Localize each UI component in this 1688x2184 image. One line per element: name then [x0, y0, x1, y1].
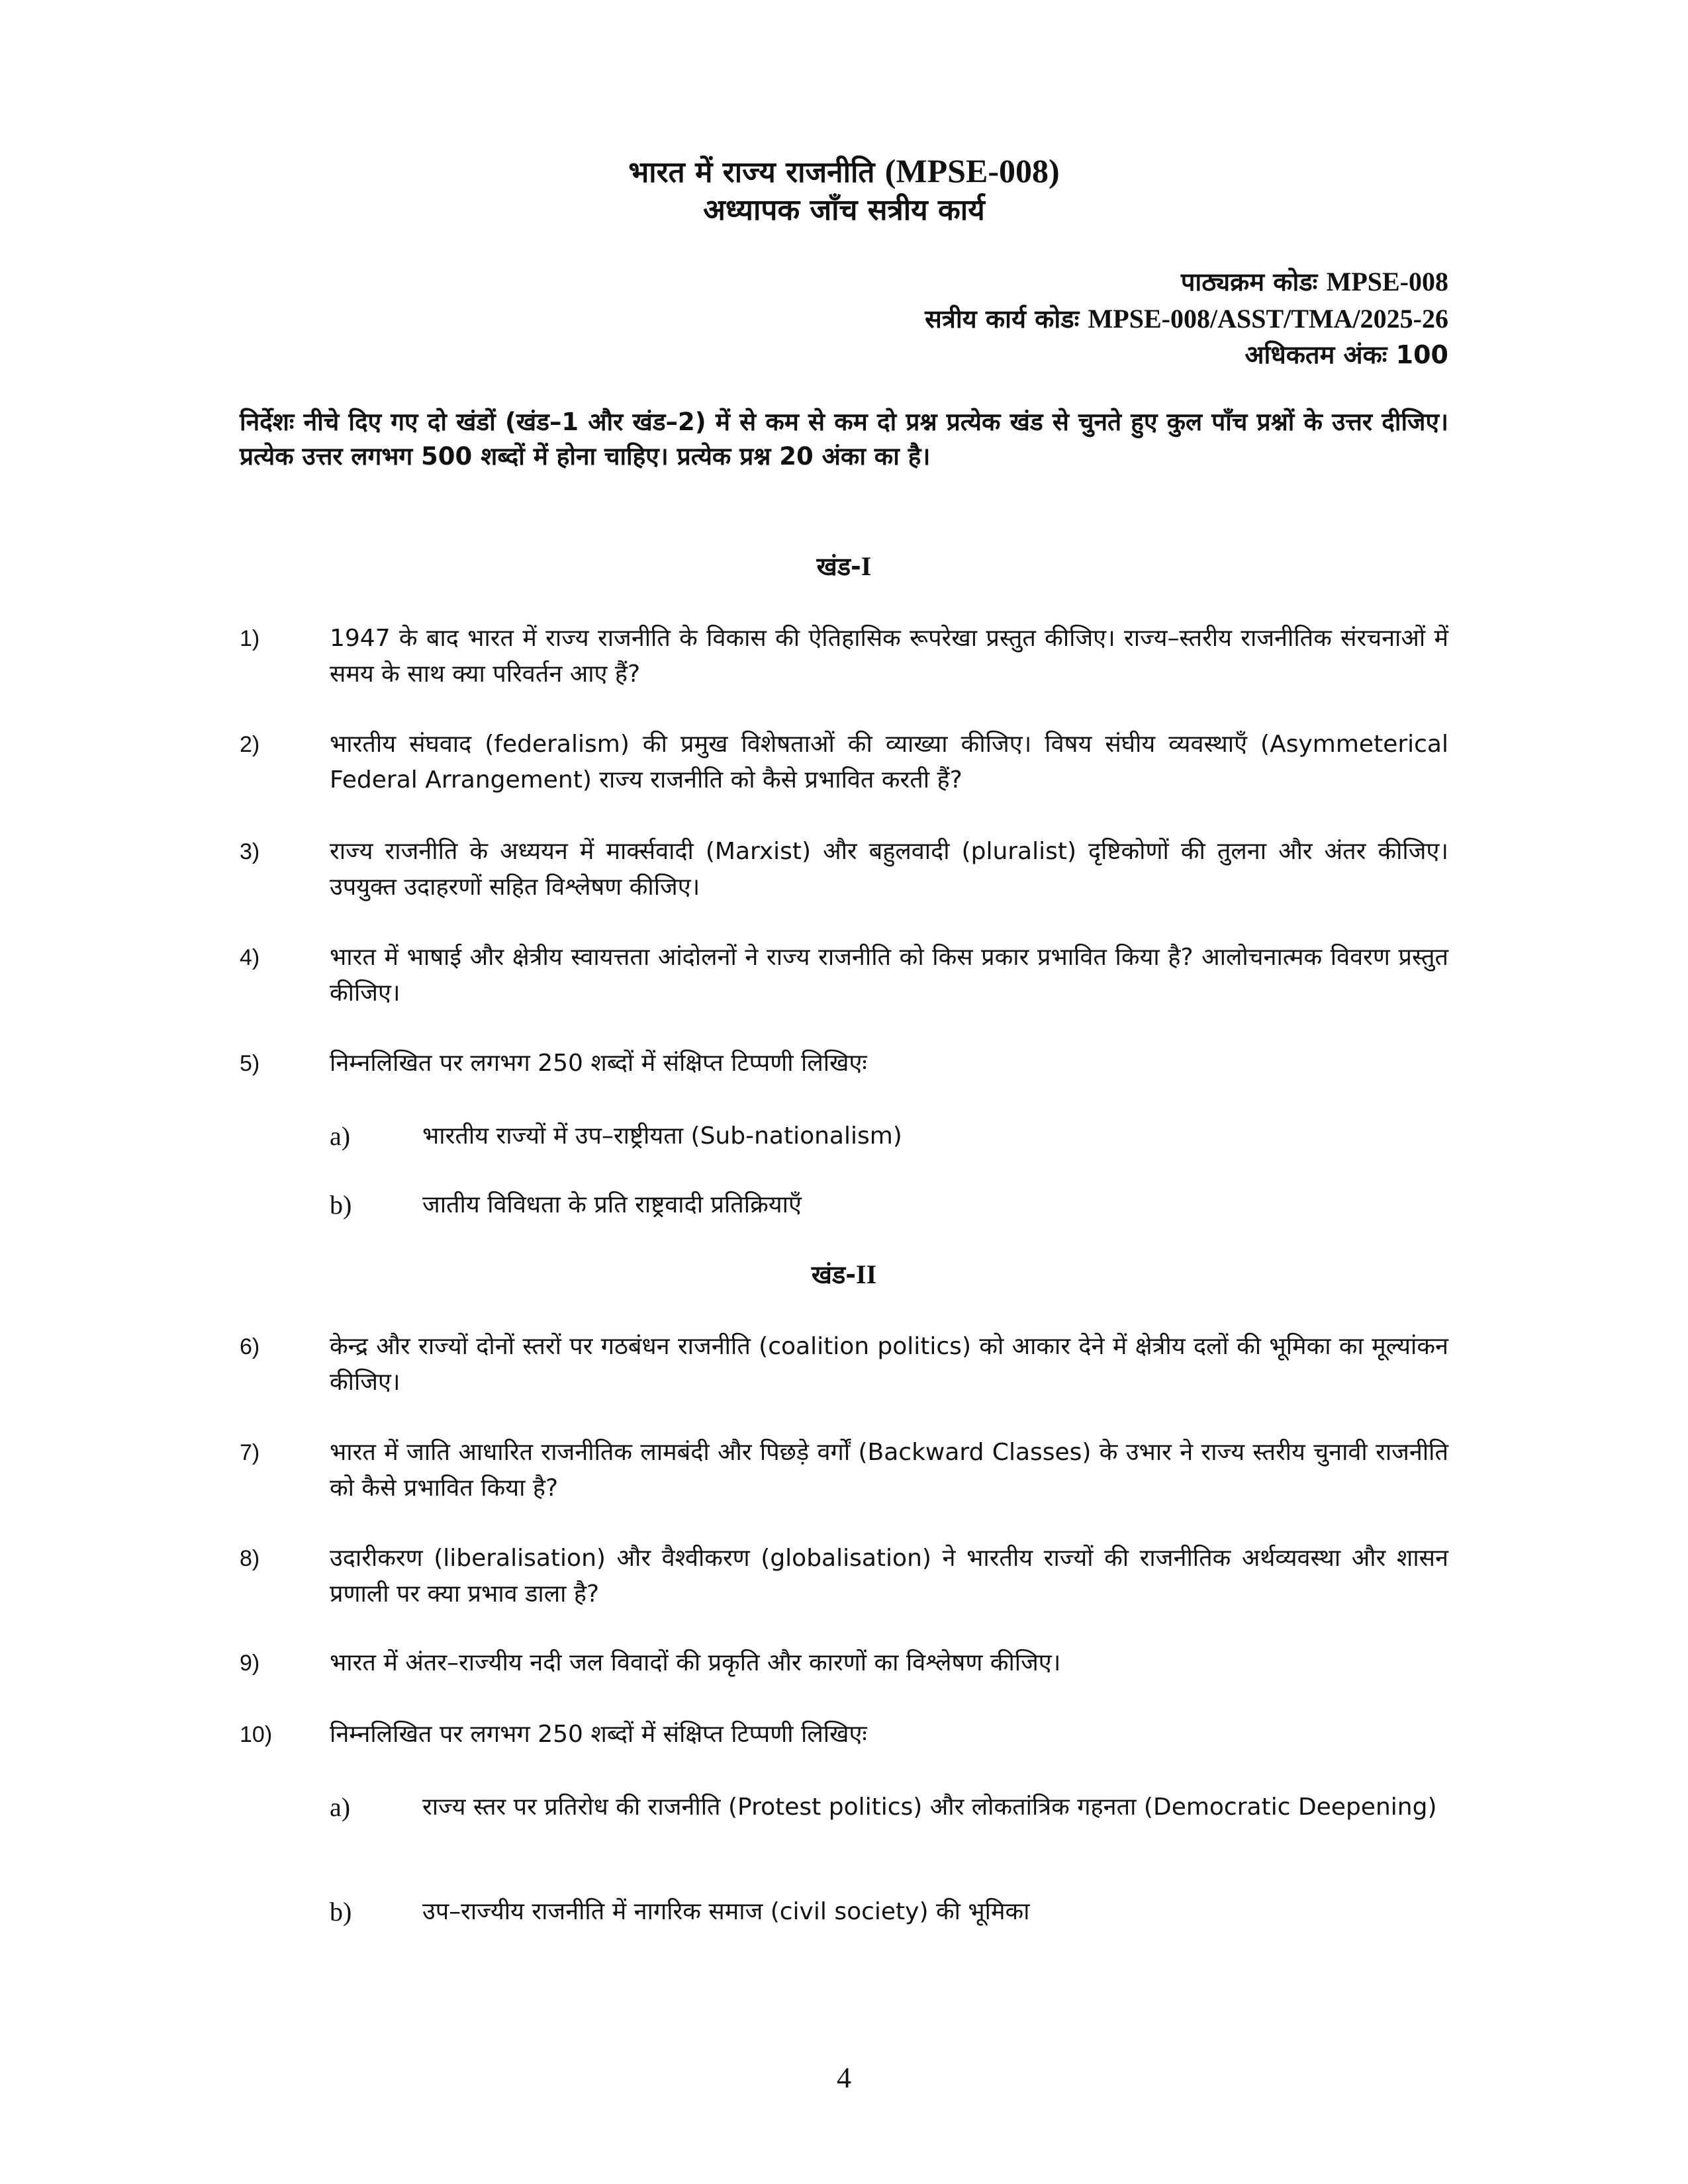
question-7	[240, 1435, 1448, 1506]
question-number: 4)	[240, 945, 260, 970]
subpart-text: राज्य स्तर पर प्रतिरोध की राजनीति (Protest politics) और लोकतांत्रिक गहनता (Democratic Deepening)	[422, 1794, 1437, 1821]
question-8	[240, 1541, 1448, 1612]
question-number: 5)	[240, 1051, 260, 1076]
subpart-letter: b)	[330, 1190, 352, 1220]
assignment-code-line	[925, 300, 1448, 338]
question-number: 10)	[240, 1722, 273, 1747]
question-4	[240, 940, 1448, 1011]
question-5	[240, 1046, 1448, 1081]
question-text: राज्य राजनीति के अध्ययन में मार्क्सवादी (Marxist) और बहुलवादी (pluralist) दृष्टिकोणों की तुलना और अंतर कीजिए। उपयुक्त उदाहरणों सहित विश्लेषण कीजिए।	[330, 838, 1448, 901]
question-number: 7)	[240, 1440, 260, 1465]
assignment-code-label: सत्रीय कार्य कोडः	[925, 304, 1080, 334]
question-5-part-b	[330, 1187, 1448, 1223]
question-text: 1947 के बाद भारत में राज्य राजनीति के विकास की ऐतिहासिक रूपरेखा प्रस्तुत कीजिए। राज्य–स्तरीय राजनीतिक संरचनाओं में समय के साथ क्या परिवर्तन आए हैं?	[330, 625, 1448, 688]
subpart-letter: a)	[330, 1121, 351, 1151]
max-marks-value: 100	[1395, 340, 1448, 369]
section-2-numeral: II	[856, 1259, 877, 1289]
section-2-heading	[0, 1257, 1688, 1292]
document-subtitle: अध्यापक जाँच सत्रीय कार्य	[703, 193, 985, 227]
title-course-code: (MPSE-008)	[884, 152, 1060, 189]
course-code-label: पाठ्यक्रम कोडः	[1180, 267, 1318, 296]
question-5-part-a	[330, 1118, 1448, 1154]
section-1-heading	[0, 549, 1688, 584]
subpart-letter: a)	[330, 1792, 351, 1822]
section-1-numeral: I	[861, 551, 872, 581]
question-text: निम्नलिखित पर लगभग 250 शब्दों में संक्षिप्त टिप्पणी लिखिएः	[330, 1721, 867, 1748]
question-text: उदारीकरण (liberalisation) और वैश्वीकरण (globalisation) ने भारतीय राज्यों की राजनीतिक अर्थव्यवस्था और शासन प्रणाली पर क्या प्रभाव डाला है?	[330, 1545, 1448, 1608]
question-number: 2)	[240, 732, 260, 757]
course-code-value: MPSE-008	[1326, 267, 1448, 296]
subpart-text: उप–राज्यीय राजनीति में नागरिक समाज (civil society) की भूमिका	[422, 1898, 1030, 1925]
assignment-code-value: MPSE-008/ASST/TMA/2025-26	[1088, 304, 1448, 334]
question-text: भारतीय संघवाद (federalism) की प्रमुख विशेषताओं की व्याख्या कीजिए। विषय संघीय व्यवस्थाएँ (Asymmeterical Federal Arrangement) राज्य राजनीति को कैसे प्रभावित करती हैं?	[330, 731, 1448, 794]
question-text: भारत में भाषाई और क्षेत्रीय स्वायत्तता आंदोलनों ने राज्य राजनीति को किस प्रकार प्रभावित किया है? आलोचनात्मक विवरण प्रस्तुत कीजिए।	[330, 944, 1448, 1007]
question-9	[240, 1645, 1448, 1681]
question-10-part-a	[330, 1790, 1448, 1825]
question-text: भारत में जाति आधारित राजनीतिक लामबंदी और पिछड़े वर्गों (Backward Classes) के उभार ने राज्य स्तरीय चुनावी राजनीति को कैसे प्रभावित किया है?	[330, 1439, 1448, 1502]
question-number: 8)	[240, 1546, 260, 1571]
document-title	[0, 151, 1688, 193]
question-text: भारत में अंतर–राज्यीय नदी जल विवादों की प्रकृति और कारणों का विश्लेषण कीजिए।	[330, 1649, 1061, 1676]
title-hindi: भारत में राज्य राजनीति	[628, 156, 875, 189]
question-number: 1)	[240, 626, 260, 651]
instructions: निर्देशः नीचे दिए गए दो खंडों (खंड–1 और खंड–2) में से कम से कम दो प्रश्न प्रत्येक खंड से चुनते हुए कुल पाँच प्रश्नों के उत्तर दीजिए। प्रत्येक उत्तर लगभग 500 शब्दों में होना चाहिए। प्रत्येक प्रश्न 20 अंका का है।	[240, 408, 1448, 471]
subpart-letter: b)	[330, 1897, 352, 1927]
question-1	[240, 621, 1448, 692]
question-number: 6)	[240, 1334, 260, 1359]
course-code-line	[1181, 263, 1448, 300]
section-1-prefix: खंड-	[816, 552, 861, 581]
subpart-text: जातीय विविधता के प्रति राष्ट्रवादी प्रतिक्रियाएँ	[422, 1191, 802, 1218]
max-marks-label: अधिकतम अंकः	[1244, 340, 1387, 369]
question-6	[240, 1329, 1448, 1400]
question-10-part-b	[330, 1894, 1448, 1930]
max-marks-line	[1245, 336, 1449, 373]
question-2	[240, 727, 1448, 798]
question-text: निम्नलिखित पर लगभग 250 शब्दों में संक्षिप्त टिप्पणी लिखिएः	[330, 1050, 867, 1077]
page-number: 4	[837, 2062, 851, 2094]
question-number: 9)	[240, 1651, 260, 1676]
question-text: केन्द्र और राज्यों दोनों स्तरों पर गठबंधन राजनीति (coalition politics) को आकार देने में क्षेत्रीय दलों की भूमिका का मूल्यांकन कीजिए।	[330, 1333, 1448, 1396]
subpart-text: भारतीय राज्यों में उप–राष्ट्रीयता (Sub-nationalism)	[422, 1122, 902, 1150]
question-number: 3)	[240, 839, 260, 864]
section-2-prefix: खंड-	[811, 1260, 857, 1289]
question-10	[240, 1717, 1448, 1752]
question-3	[240, 834, 1448, 905]
